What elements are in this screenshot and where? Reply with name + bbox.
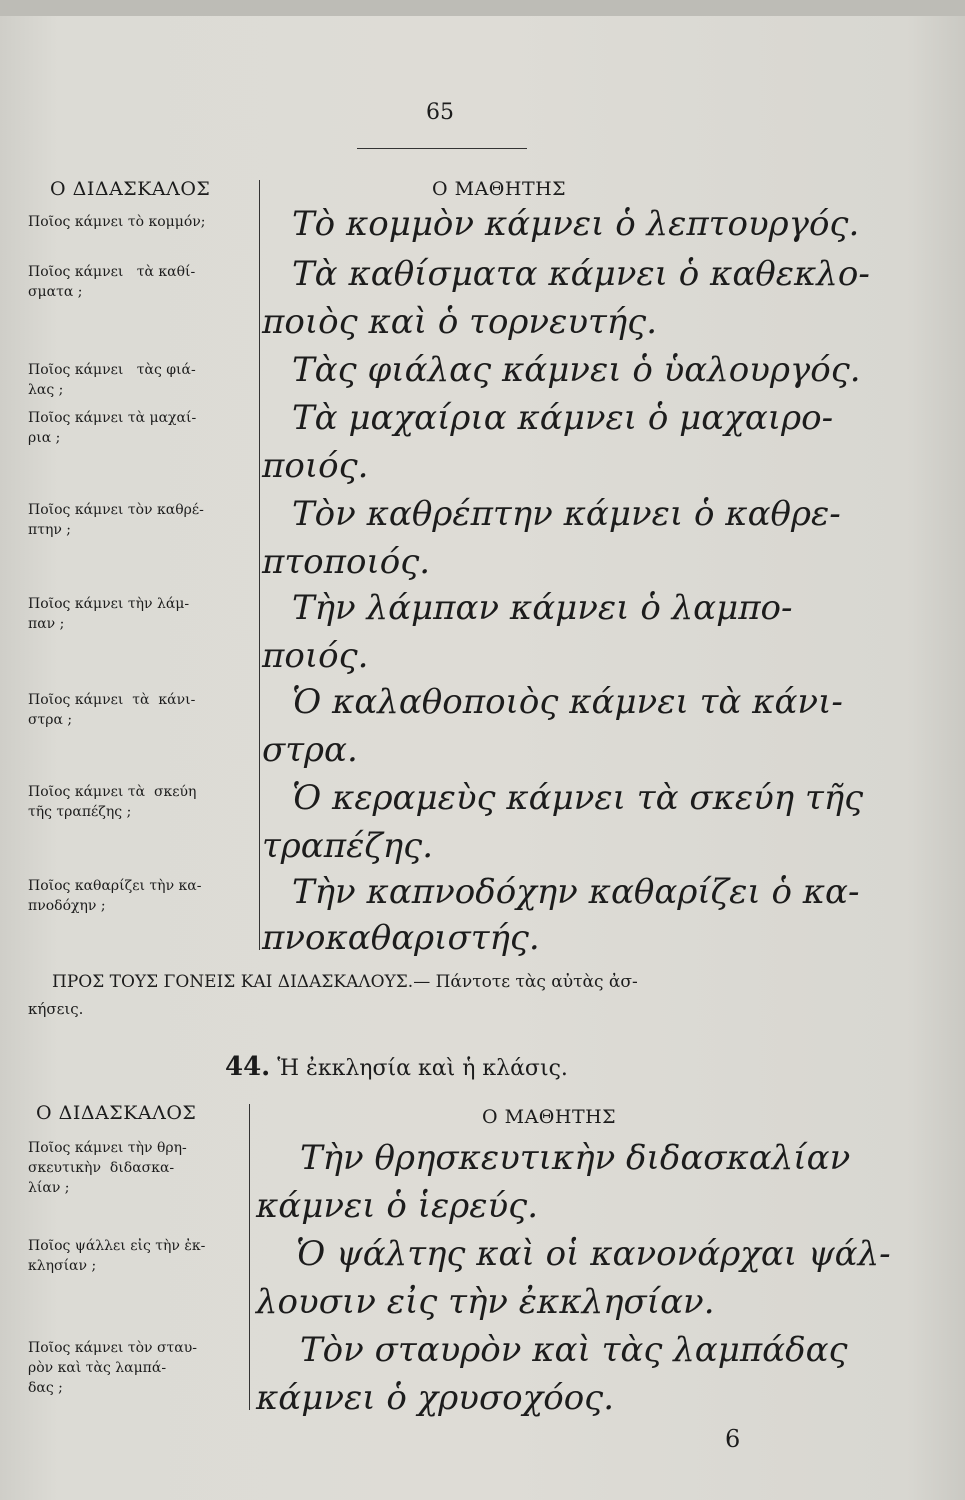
answer-line: Τὸν καθρέπτην κάμνει ὁ καθρε- [292, 494, 841, 534]
question-1: Ποῖος κάμνει τὸ κομμόν; [28, 214, 206, 230]
signature-mark: 6 [725, 1425, 741, 1453]
answer-line: Ὁ ψάλτης καὶ οἱ κανονάρχαι ψάλ- [296, 1234, 891, 1274]
column-divider-2 [249, 1104, 250, 1410]
teacher-column-header-2: Ο ΔΙΔΑΣΚΑΛΟΣ [36, 1102, 197, 1124]
answer-line: στρα. [262, 730, 358, 770]
lesson-title-text: Ἡ ἐκκλησία καὶ ἡ κλάσις. [277, 1056, 568, 1081]
answer-line: πνοκαθαριστής. [262, 918, 540, 958]
question-4: Ποῖος κάμνει τὰ μαχαί- ρια ; [28, 410, 197, 446]
answer-line: Τὰ μαχαίρια κάμνει ὁ μαχαιρο- [292, 398, 834, 438]
answer-line: Τὸ κομμὸν κάμνει ὁ λεπτουργός. [292, 204, 860, 244]
page-top-edge [0, 0, 965, 16]
header-rule [357, 148, 527, 149]
answer-line: λουσιν εἰς τὴν ἐκκλησίαν. [256, 1282, 715, 1322]
question-2: Ποῖος κάμνει τὰ καθί- σματα ; [28, 264, 196, 300]
answer-line: ποιός. [262, 446, 369, 486]
answer-line: ποιὸς καὶ ὁ τορνευτής. [262, 302, 658, 342]
question-9: Ποῖος καθαρίζει τὴν κα- πνοδόχην ; [28, 878, 202, 914]
answer-line: κάμνει ὁ ἱερεύς. [256, 1186, 539, 1226]
student-column-header-2: Ο ΜΑΘΗΤΗΣ [482, 1106, 617, 1128]
student-column-header: Ο ΜΑΘΗΤΗΣ [432, 178, 567, 200]
question-6: Ποῖος κάμνει τὴν λάμ- παν ; [28, 596, 190, 632]
teacher-column-header: Ο ΔΙΔΑΣΚΑΛΟΣ [50, 178, 211, 200]
answer-line: Ὁ καλαθοποιὸς κάμνει τὰ κάνι- [292, 682, 843, 722]
answer-line: Τὸν σταυρὸν καὶ τὰς λαμπάδας [300, 1330, 848, 1370]
question-3: Ποῖος κάμνει τὰς φιά- λας ; [28, 362, 196, 398]
question-10: Ποῖος κάμνει τὴν θρη- σκευτικὴν διδασκα- λίαν ; [28, 1140, 187, 1196]
page-number: 65 [426, 100, 454, 125]
column-divider [259, 180, 260, 950]
answer-line: Τὴν καπνοδόχην καθαρίζει ὁ κα- [292, 872, 860, 912]
note-to-parents: ΠΡΟΣ ΤΟΥΣ ΓΟΝΕΙΣ ΚΑΙ ΔΙΔΑΣΚΑΛΟΥΣ.— Πάντοτε τὰς αὐτὰς ἀσ- [52, 972, 638, 992]
answer-line: ποιός. [262, 636, 369, 676]
question-7: Ποῖος κάμνει τὰ κάνι- στρα ; [28, 692, 196, 728]
answer-line: Τὴν θρησκευτικὴν διδασκαλίαν [300, 1138, 851, 1178]
lesson-number: 44. [225, 1052, 271, 1082]
answer-line: πτοποιός. [262, 542, 431, 582]
question-12: Ποῖος κάμνει τὸν σταυ- ρὸν καὶ τὰς λαμπά- δας ; [28, 1340, 197, 1396]
note-to-parents-cont: κήσεις. [28, 1000, 84, 1018]
answer-line: Τὰ καθίσματα κάμνει ὁ καθεκλο- [292, 254, 870, 294]
question-5: Ποῖος κάμνει τὸν καθρέ- πτην ; [28, 502, 204, 538]
answer-line: τραπέζης. [262, 826, 433, 866]
answer-line: Ὁ κεραμεὺς κάμνει τὰ σκεύη τῆς [292, 778, 864, 818]
question-8: Ποῖος κάμνει τὰ σκεύη τῆς τραπέζης ; [28, 784, 197, 820]
lesson-title [225, 1052, 568, 1082]
answer-line: κάμνει ὁ χρυσοχόος. [256, 1378, 615, 1418]
answer-line: Τὴν λάμπαν κάμνει ὁ λαμπο- [292, 588, 793, 628]
answer-line: Τὰς φιάλας κάμνει ὁ ὑαλουργός. [292, 350, 861, 390]
question-11: Ποῖος ψάλλει εἰς τὴν ἐκ- κλησίαν ; [28, 1238, 206, 1274]
